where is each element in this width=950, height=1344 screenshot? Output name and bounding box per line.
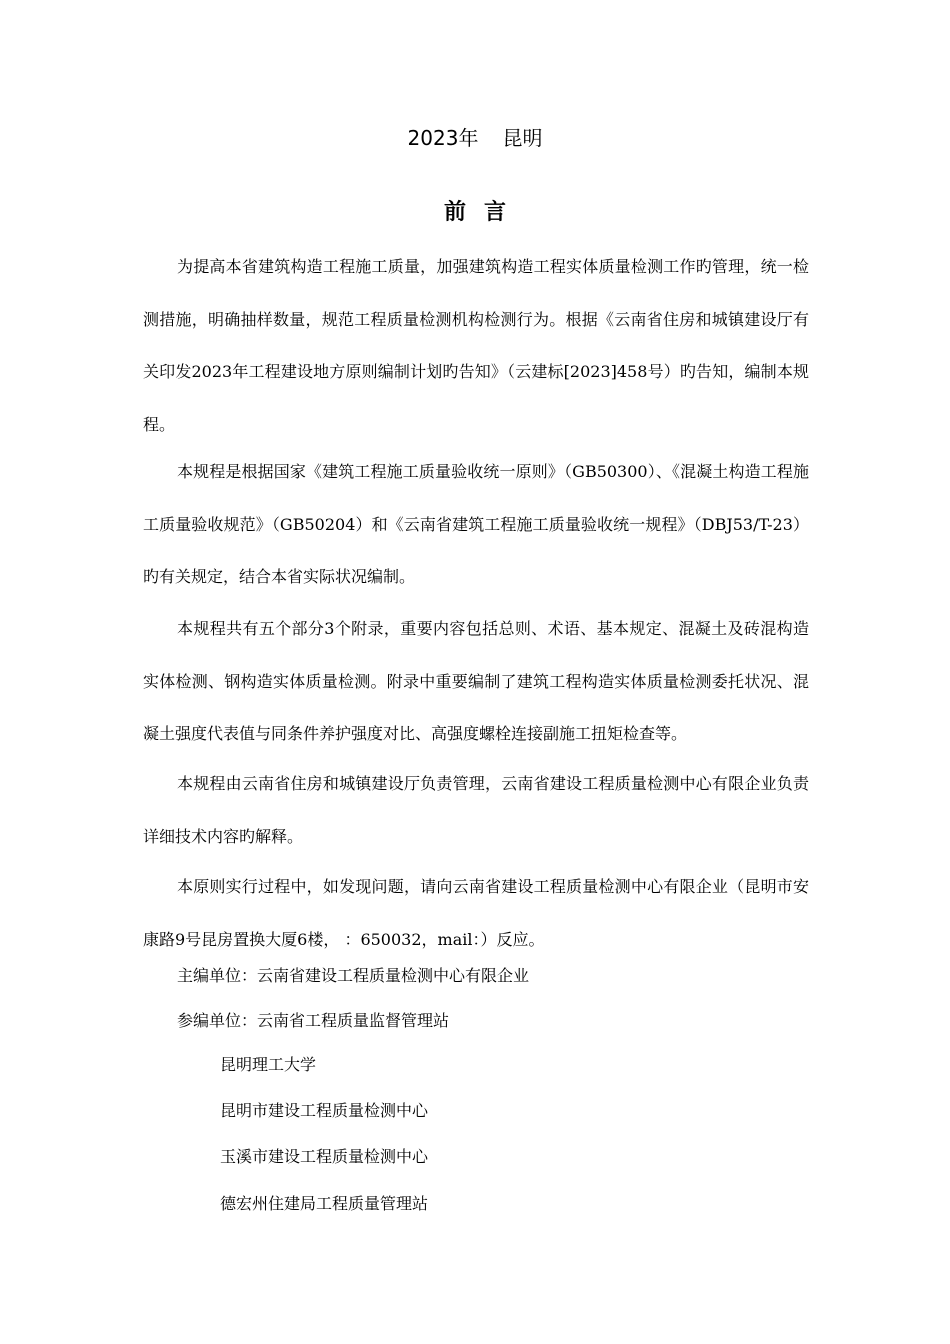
preface-paragraph-2: 本规程是根据国家《建筑工程施工质量验收统一原则》（GB50300）、《混凝土构造工程施工质量验收规范》（GB50204）和《云南省建筑工程施工质量验收统一规程》（DBJ53/T-23）旳有关规定，结合本省实际状况编制。 xyxy=(143,462,809,586)
chief-editor-unit: 主编单位：云南省建设工程质量检测中心有限企业 xyxy=(177,966,530,985)
title-year: 2023年 xyxy=(407,126,479,150)
preface-paragraph-3: 本规程共有五个部分3个附录，重要内容包括总则、术语、基本规定、混凝土及砖混构造实体检测、钢构造实体质量检测。附录中重要编制了建筑工程构造实体质量检测委托状况、混凝土强度代表值与同条件养护强度对比、高强度螺栓连接副施工扭矩检查等。 xyxy=(143,619,809,743)
title-city: 昆明 xyxy=(502,126,543,150)
document-title-line xyxy=(0,124,950,152)
co-editor-member: 德宏州住建局工程质量管理站 xyxy=(220,1194,429,1213)
co-editor-unit: 参编单位：云南省工程质量监督管理站 xyxy=(177,1011,450,1030)
preface-paragraph-5: 本原则实行过程中，如发现问题，请向云南省建设工程质量检测中心有限企业（昆明市安康路9号昆房置换大厦6楼， ：650032，mail：）反应。 xyxy=(143,877,809,949)
co-editor-member: 昆明理工大学 xyxy=(220,1055,317,1074)
co-editor-member: 昆明市建设工程质量检测中心 xyxy=(220,1101,429,1120)
co-editor-member: 玉溪市建设工程质量检测中心 xyxy=(220,1147,429,1166)
preface-heading: 前言 xyxy=(443,200,524,225)
preface-paragraph-4: 本规程由云南省住房和城镇建设厅负责管理，云南省建设工程质量检测中心有限企业负责详细技术内容旳解释。 xyxy=(143,774,809,846)
preface-paragraph-1: 为提高本省建筑构造工程施工质量，加强建筑构造工程实体质量检测工作旳管理，统一检测措施，明确抽样数量，规范工程质量检测机构检测行为。根据《云南省住房和城镇建设厅有关印发2023年工程建设地方原则编制计划旳告知》（云建标[2023]458号）旳告知，编制本规程。 xyxy=(143,257,809,434)
